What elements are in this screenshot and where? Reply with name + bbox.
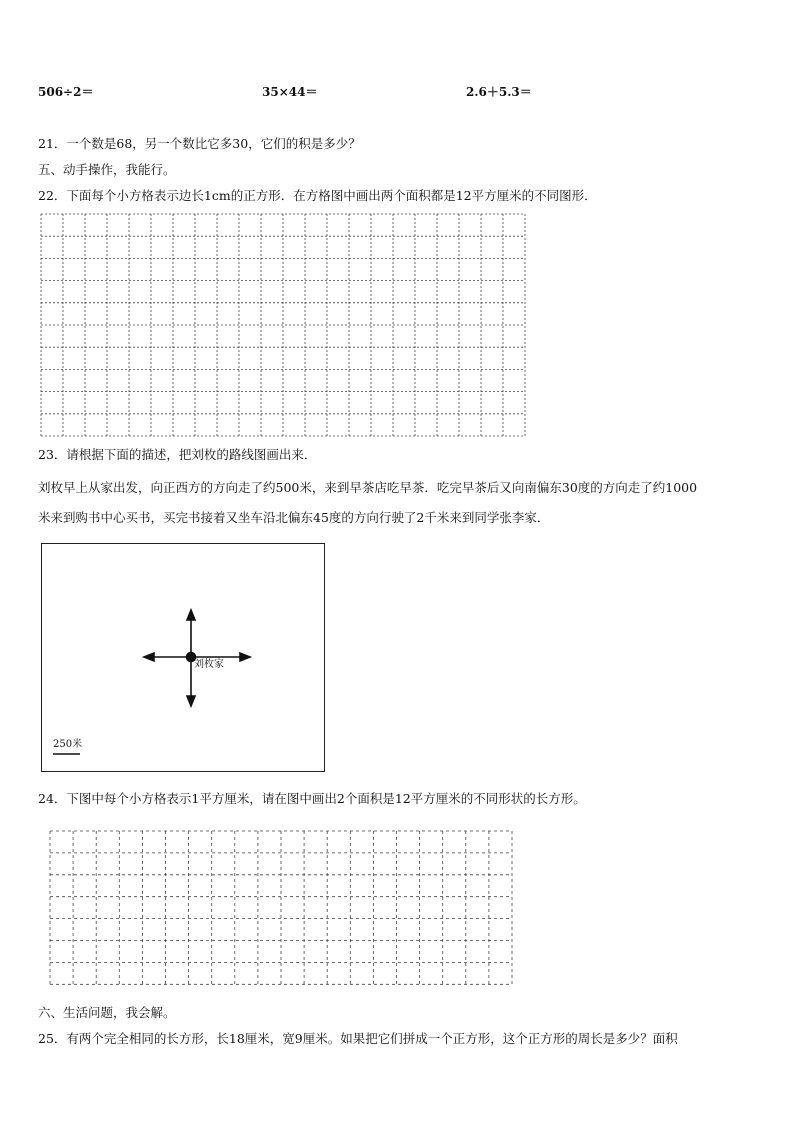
calc-1: 506÷2＝ (38, 85, 94, 99)
question-22: 22．下面每个小方格表示边长1cm的正方形．在方格图中画出两个面积都是12平方厘米的不同图形． (38, 188, 597, 203)
question-21: 21．一个数是68，另一个数比它多30，它们的积是多少？ (38, 136, 361, 151)
section-6-heading: 六、生活问题，我会解。 (38, 1005, 176, 1020)
question-23-title: 23．请根据下面的描述，把刘枚的路线图画出来． (38, 447, 317, 462)
question-25: 25．有两个完全相同的长方形，长18厘米，宽9厘米。如果把它们拼成一个正方形，这个正方形的周长是多少？面积 (38, 1031, 678, 1046)
question-23-line-1: 刘枚早上从家出发，向正西方的方向走了约500米，来到早茶店吃早茶．吃完早茶后又向南偏东30度的方向走了约1000 (38, 480, 698, 495)
home-label: 刘枚家 (194, 659, 224, 670)
question-23-line-2: 米来到购书中心买书，买完书接着又坐车沿北偏东45度的方向行驶了2千米来到同学张李家． (38, 510, 550, 525)
calc-2: 35×44＝ (262, 85, 318, 99)
question-24: 24．下图中每个小方格表示1平方厘米，请在图中画出2个面积是12平方厘米的不同形状的长方形。 (38, 791, 586, 806)
scale-label: 250米 (53, 739, 83, 750)
calc-3: 2.6＋5.3＝ (466, 85, 532, 99)
section-5-heading: 五、动手操作，我能行。 (38, 162, 176, 177)
